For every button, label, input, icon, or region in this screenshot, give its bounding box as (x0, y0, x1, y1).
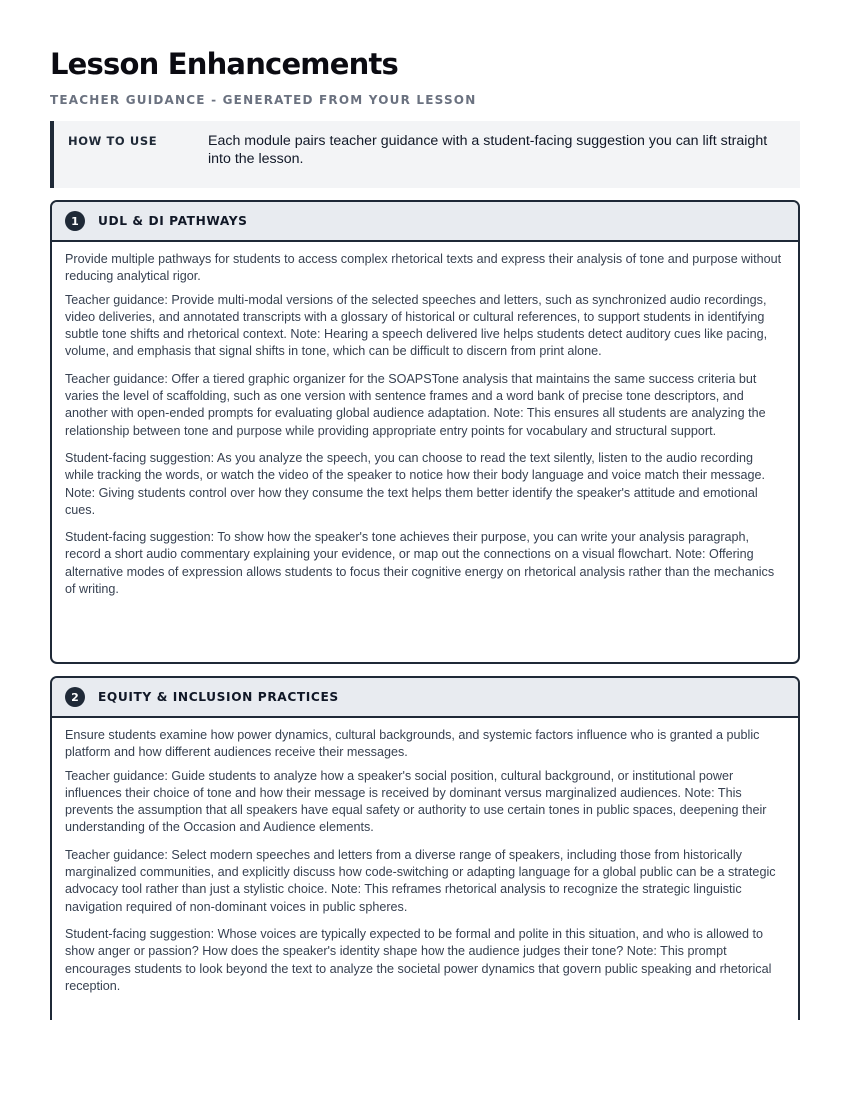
module-header (52, 202, 798, 242)
how-to-use-label: HOW TO USE (68, 134, 158, 148)
module-intro: Ensure students examine how power dynamics, cultural backgrounds, and systemic factors influence who is granted a public platform and how different audiences receive their messages. (65, 728, 760, 760)
how-to-use-text: Each module pairs teacher guidance with a student-facing suggestion you can lift straight into the lesson. (208, 133, 768, 167)
student-suggestion-paragraph: Student-facing suggestion: To show how the speaker's tone achieves their purpose, you can write your analysis paragraph, record a short audio commentary explaining your evidence, or map out the connections on a visual flowchart. Note: Offering alternative modes of expression allows students to focus their cognitive energy on rhetorical analysis rather than the mechanics of writing. (65, 530, 775, 597)
module-title: UDL & DI PATHWAYS (98, 214, 248, 228)
module-intro: Provide multiple pathways for students to access complex rhetorical texts and express their analysis of tone and purpose without reducing analytical rigor. (65, 252, 782, 284)
student-suggestion-paragraph: Student-facing suggestion: As you analyze the speech, you can choose to read the text silently, listen to the audio recording while tracking the words, or watch the video of the speaker to notice how their body language and voice match their message. Note: Giving students control over how they consume the text helps them better identify the speaker's attitude and emotional cues. (65, 450, 766, 517)
teacher-guidance-paragraph: Teacher guidance: Offer a tiered graphic organizer for the SOAPSTone analysis that maintains the same success criteria but varies the level of scaffolding, such as one version with sentence frames and a word bank of precise tone descriptors, and another with open-ended prompts for evaluating global audience adaptation. Note: This ensures all students are analyzing the relationship between tone and purpose while providing appropriate entry points for vocabulary and structural support. (65, 371, 766, 438)
module-number-badge: 1 (65, 211, 85, 231)
how-to-use-callout (50, 121, 800, 188)
page-title: Lesson Enhancements (50, 47, 398, 81)
student-suggestion-paragraph: Student-facing suggestion: Whose voices are typically expected to be formal and polite in this situation, and who is allowed to show anger or passion? How does the speaker's identity shape how the audience judges their tone? Note: This prompt encourages students to look beyond the text to analyze the societal power dynamics that govern public speaking and rhetorical reception. (65, 926, 772, 993)
module-equity-inclusion-practices (50, 676, 800, 1020)
teacher-guidance-paragraph: Teacher guidance: Guide students to analyze how a speaker's social position, cultural background, or institutional power influences their choice of tone and how their message is received by dominant versus marginalized audiences. Note: This prevents the assumption that all speakers have equal safety or authority to use certain tones in public spaces, deepening their understanding of the Occasion and Audience elements. (65, 768, 767, 835)
module-number-badge: 2 (65, 687, 85, 707)
page-subtitle: TEACHER GUIDANCE - GENERATED FROM YOUR LESSON (50, 93, 477, 107)
module-udl-di-pathways (50, 200, 800, 664)
document-page (50, 44, 800, 1020)
teacher-guidance-paragraph: Teacher guidance: Select modern speeches and letters from a diverse range of speakers, including those from historically marginalized communities, and explicitly discuss how code-switching or adapting language for a global public can be a strategic advocacy tool rather than just a stylistic choice. Note: This reframes rhetorical analysis to recognize the strategic linguistic navigation required of non-dominant voices in public spheres. (65, 847, 776, 914)
module-body (52, 242, 798, 622)
teacher-guidance-paragraph: Teacher guidance: Provide multi-modal versions of the selected speeches and letters, such as synchronized audio recordings, video deliveries, and annotated transcripts with a glossary of historical or cultural references, to support students in identifying subtle tone shifts and rhetorical context. Note: Hearing a speech delivered live helps students detect auditory cues like pacing, volume, and emphasis that signal shifts in tone, which can be difficult to discern from print alone. (65, 292, 768, 359)
module-header (52, 678, 798, 718)
module-title: EQUITY & INCLUSION PRACTICES (98, 690, 339, 704)
module-body (52, 718, 798, 1019)
